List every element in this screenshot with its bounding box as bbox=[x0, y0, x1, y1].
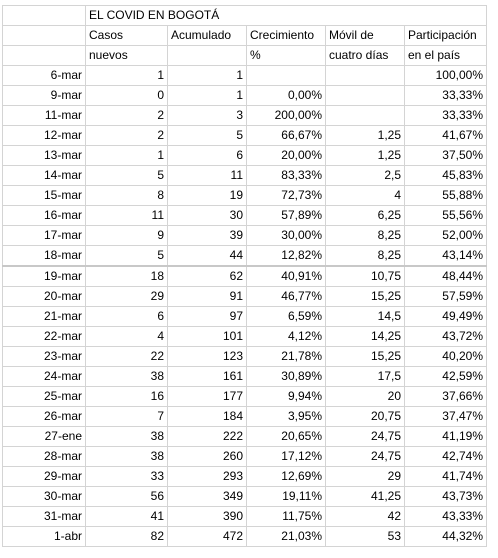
date-cell[interactable]: 23-mar bbox=[3, 347, 86, 367]
participacion-cell[interactable]: 43,33% bbox=[405, 507, 487, 527]
movil-cell[interactable]: 10,75 bbox=[326, 266, 405, 287]
participacion-cell[interactable]: 37,47% bbox=[405, 407, 487, 427]
movil-cell[interactable]: 17,5 bbox=[326, 367, 405, 387]
movil-cell[interactable]: 8,25 bbox=[326, 246, 405, 267]
header-acumulado-2[interactable] bbox=[168, 46, 247, 66]
participacion-cell[interactable]: 57,59% bbox=[405, 287, 487, 307]
sheet-title[interactable]: EL COVID EN BOGOTÁ bbox=[86, 6, 487, 26]
movil-cell[interactable]: 14,5 bbox=[326, 307, 405, 327]
casos-nuevos-cell[interactable]: 4 bbox=[86, 327, 168, 347]
acumulado-cell[interactable]: 390 bbox=[168, 507, 247, 527]
date-cell[interactable]: 18-mar bbox=[3, 246, 86, 267]
casos-nuevos-cell[interactable]: 5 bbox=[86, 246, 168, 267]
table-row bbox=[3, 206, 487, 226]
date-cell[interactable]: 6-mar bbox=[3, 66, 86, 86]
crecimiento-cell[interactable]: 19,11% bbox=[247, 487, 326, 507]
casos-nuevos-cell[interactable]: 29 bbox=[86, 287, 168, 307]
participacion-cell[interactable]: 55,88% bbox=[405, 186, 487, 206]
acumulado-cell[interactable]: 161 bbox=[168, 367, 247, 387]
acumulado-cell[interactable]: 62 bbox=[168, 266, 247, 287]
crecimiento-cell[interactable]: 9,94% bbox=[247, 387, 326, 407]
participacion-cell[interactable]: 42,74% bbox=[405, 447, 487, 467]
table-row bbox=[3, 367, 487, 387]
movil-cell[interactable] bbox=[326, 86, 405, 106]
crecimiento-cell[interactable]: 30,00% bbox=[247, 226, 326, 246]
participacion-cell[interactable]: 37,66% bbox=[405, 387, 487, 407]
table-row bbox=[3, 66, 487, 86]
crecimiento-cell[interactable]: 21,03% bbox=[247, 527, 326, 547]
table-row bbox=[3, 487, 487, 507]
movil-cell[interactable]: 15,25 bbox=[326, 347, 405, 367]
crecimiento-cell[interactable]: 20,65% bbox=[247, 427, 326, 447]
casos-nuevos-cell[interactable]: 2 bbox=[86, 106, 168, 126]
table-row bbox=[3, 327, 487, 347]
casos-nuevos-cell[interactable]: 8 bbox=[86, 186, 168, 206]
movil-cell[interactable]: 41,25 bbox=[326, 487, 405, 507]
table-row bbox=[3, 307, 487, 327]
empty-cell[interactable] bbox=[3, 6, 86, 26]
acumulado-cell[interactable]: 44 bbox=[168, 246, 247, 267]
header-acumulado[interactable]: Acumulado bbox=[168, 26, 247, 46]
casos-nuevos-cell[interactable]: 56 bbox=[86, 487, 168, 507]
empty-cell[interactable] bbox=[3, 26, 86, 46]
header-row-1 bbox=[3, 26, 487, 46]
casos-nuevos-cell[interactable]: 22 bbox=[86, 347, 168, 367]
header-percent[interactable]: % bbox=[247, 46, 326, 66]
date-cell[interactable]: 17-mar bbox=[3, 226, 86, 246]
date-cell[interactable]: 31-mar bbox=[3, 507, 86, 527]
table-row bbox=[3, 407, 487, 427]
crecimiento-cell[interactable]: 72,73% bbox=[247, 186, 326, 206]
date-cell[interactable]: 16-mar bbox=[3, 206, 86, 226]
movil-cell[interactable] bbox=[326, 106, 405, 126]
casos-nuevos-cell[interactable]: 9 bbox=[86, 226, 168, 246]
participacion-cell[interactable]: 43,72% bbox=[405, 327, 487, 347]
participacion-cell[interactable]: 55,56% bbox=[405, 206, 487, 226]
casos-nuevos-cell[interactable]: 5 bbox=[86, 166, 168, 186]
casos-nuevos-cell[interactable]: 33 bbox=[86, 467, 168, 487]
table-row bbox=[3, 347, 487, 367]
participacion-cell[interactable]: 52,00% bbox=[405, 226, 487, 246]
movil-cell[interactable]: 20 bbox=[326, 387, 405, 407]
table-row bbox=[3, 106, 487, 126]
crecimiento-cell[interactable]: 40,91% bbox=[247, 266, 326, 287]
participacion-cell[interactable]: 37,50% bbox=[405, 146, 487, 166]
date-cell[interactable]: 15-mar bbox=[3, 186, 86, 206]
table-row bbox=[3, 287, 487, 307]
crecimiento-cell[interactable]: 6,59% bbox=[247, 307, 326, 327]
participacion-cell[interactable]: 49,49% bbox=[405, 307, 487, 327]
table-row bbox=[3, 467, 487, 487]
participacion-cell[interactable]: 100,00% bbox=[405, 66, 487, 86]
movil-cell[interactable]: 14,25 bbox=[326, 327, 405, 347]
header-casos[interactable]: Casos bbox=[86, 26, 168, 46]
participacion-cell[interactable]: 44,32% bbox=[405, 527, 487, 547]
date-cell[interactable]: 9-mar bbox=[3, 86, 86, 106]
crecimiento-cell[interactable]: 12,69% bbox=[247, 467, 326, 487]
casos-nuevos-cell[interactable]: 0 bbox=[86, 86, 168, 106]
crecimiento-cell[interactable]: 17,12% bbox=[247, 447, 326, 467]
table-row bbox=[3, 246, 487, 267]
crecimiento-cell[interactable]: 4,12% bbox=[247, 327, 326, 347]
movil-cell[interactable]: 29 bbox=[326, 467, 405, 487]
header-en-el-pais[interactable]: en el país bbox=[405, 46, 487, 66]
crecimiento-cell[interactable]: 66,67% bbox=[247, 126, 326, 146]
casos-nuevos-cell[interactable]: 1 bbox=[86, 146, 168, 166]
participacion-cell[interactable]: 33,33% bbox=[405, 106, 487, 126]
participacion-cell[interactable]: 40,20% bbox=[405, 347, 487, 367]
acumulado-cell[interactable]: 349 bbox=[168, 487, 247, 507]
acumulado-cell[interactable]: 97 bbox=[168, 307, 247, 327]
casos-nuevos-cell[interactable]: 6 bbox=[86, 307, 168, 327]
participacion-cell[interactable]: 43,73% bbox=[405, 487, 487, 507]
movil-cell[interactable]: 42 bbox=[326, 507, 405, 527]
table-row bbox=[3, 427, 487, 447]
casos-nuevos-cell[interactable]: 38 bbox=[86, 447, 168, 467]
acumulado-cell[interactable]: 91 bbox=[168, 287, 247, 307]
movil-cell[interactable]: 15,25 bbox=[326, 287, 405, 307]
acumulado-cell[interactable]: 1 bbox=[168, 66, 247, 86]
movil-cell[interactable]: 2,5 bbox=[326, 166, 405, 186]
header-movil[interactable]: Móvil de bbox=[326, 26, 405, 46]
casos-nuevos-cell[interactable]: 38 bbox=[86, 367, 168, 387]
movil-cell[interactable]: 24,75 bbox=[326, 427, 405, 447]
table-row bbox=[3, 447, 487, 467]
date-cell[interactable]: 24-mar bbox=[3, 367, 86, 387]
header-cuatro-dias[interactable]: cuatro días bbox=[326, 46, 405, 66]
casos-nuevos-cell[interactable]: 2 bbox=[86, 126, 168, 146]
date-cell[interactable]: 28-mar bbox=[3, 447, 86, 467]
header-row-2 bbox=[3, 46, 487, 66]
crecimiento-cell[interactable]: 30,89% bbox=[247, 367, 326, 387]
acumulado-cell[interactable]: 1 bbox=[168, 86, 247, 106]
casos-nuevos-cell[interactable]: 1 bbox=[86, 66, 168, 86]
casos-nuevos-cell[interactable]: 18 bbox=[86, 266, 168, 287]
crecimiento-cell[interactable]: 46,77% bbox=[247, 287, 326, 307]
header-participacion[interactable]: Participación bbox=[405, 26, 487, 46]
date-cell[interactable]: 13-mar bbox=[3, 146, 86, 166]
acumulado-cell[interactable]: 5 bbox=[168, 126, 247, 146]
acumulado-cell[interactable]: 30 bbox=[168, 206, 247, 226]
casos-nuevos-cell[interactable]: 16 bbox=[86, 387, 168, 407]
date-cell[interactable]: 21-mar bbox=[3, 307, 86, 327]
acumulado-cell[interactable]: 123 bbox=[168, 347, 247, 367]
movil-cell[interactable]: 8,25 bbox=[326, 226, 405, 246]
crecimiento-cell[interactable]: 0,00% bbox=[247, 86, 326, 106]
acumulado-cell[interactable]: 101 bbox=[168, 327, 247, 347]
participacion-cell[interactable]: 43,14% bbox=[405, 246, 487, 267]
table-row bbox=[3, 166, 487, 186]
crecimiento-cell[interactable]: 11,75% bbox=[247, 507, 326, 527]
acumulado-cell[interactable]: 3 bbox=[168, 106, 247, 126]
table-row bbox=[3, 186, 487, 206]
table-row bbox=[3, 126, 487, 146]
movil-cell[interactable]: 4 bbox=[326, 186, 405, 206]
movil-cell[interactable]: 53 bbox=[326, 527, 405, 547]
participacion-cell[interactable]: 41,67% bbox=[405, 126, 487, 146]
table-row bbox=[3, 507, 487, 527]
table-row bbox=[3, 146, 487, 166]
acumulado-cell[interactable]: 472 bbox=[168, 527, 247, 547]
acumulado-cell[interactable]: 177 bbox=[168, 387, 247, 407]
crecimiento-cell[interactable]: 200,00% bbox=[247, 106, 326, 126]
spreadsheet-grid bbox=[2, 5, 487, 547]
crecimiento-cell[interactable] bbox=[247, 66, 326, 86]
date-cell[interactable]: 22-mar bbox=[3, 327, 86, 347]
header-nuevos[interactable]: nuevos bbox=[86, 46, 168, 66]
casos-nuevos-cell[interactable]: 11 bbox=[86, 206, 168, 226]
casos-nuevos-cell[interactable]: 41 bbox=[86, 507, 168, 527]
table-row bbox=[3, 86, 487, 106]
crecimiento-cell[interactable]: 21,78% bbox=[247, 347, 326, 367]
table-row bbox=[3, 527, 487, 547]
movil-cell[interactable]: 24,75 bbox=[326, 447, 405, 467]
participacion-cell[interactable]: 41,74% bbox=[405, 467, 487, 487]
table-row bbox=[3, 387, 487, 407]
date-cell[interactable]: 19-mar bbox=[3, 266, 86, 287]
acumulado-cell[interactable]: 6 bbox=[168, 146, 247, 166]
casos-nuevos-cell[interactable]: 38 bbox=[86, 427, 168, 447]
date-cell[interactable]: 12-mar bbox=[3, 126, 86, 146]
participacion-cell[interactable]: 41,19% bbox=[405, 427, 487, 447]
movil-cell[interactable]: 1,25 bbox=[326, 126, 405, 146]
movil-cell[interactable] bbox=[326, 66, 405, 86]
date-cell[interactable]: 30-mar bbox=[3, 487, 86, 507]
header-crecimiento[interactable]: Crecimiento bbox=[247, 26, 326, 46]
movil-cell[interactable]: 20,75 bbox=[326, 407, 405, 427]
date-cell[interactable]: 25-mar bbox=[3, 387, 86, 407]
casos-nuevos-cell[interactable]: 7 bbox=[86, 407, 168, 427]
date-cell[interactable]: 11-mar bbox=[3, 106, 86, 126]
movil-cell[interactable]: 6,25 bbox=[326, 206, 405, 226]
crecimiento-cell[interactable]: 83,33% bbox=[247, 166, 326, 186]
casos-nuevos-cell[interactable]: 82 bbox=[86, 527, 168, 547]
table-row bbox=[3, 266, 487, 287]
participacion-cell[interactable]: 33,33% bbox=[405, 86, 487, 106]
acumulado-cell[interactable]: 39 bbox=[168, 226, 247, 246]
date-cell[interactable]: 29-mar bbox=[3, 467, 86, 487]
acumulado-cell[interactable]: 222 bbox=[168, 427, 247, 447]
date-cell[interactable]: 14-mar bbox=[3, 166, 86, 186]
crecimiento-cell[interactable]: 12,82% bbox=[247, 246, 326, 267]
acumulado-cell[interactable]: 11 bbox=[168, 166, 247, 186]
participacion-cell[interactable]: 48,44% bbox=[405, 266, 487, 287]
date-cell[interactable]: 20-mar bbox=[3, 287, 86, 307]
acumulado-cell[interactable]: 184 bbox=[168, 407, 247, 427]
participacion-cell[interactable]: 45,83% bbox=[405, 166, 487, 186]
participacion-cell[interactable]: 42,59% bbox=[405, 367, 487, 387]
acumulado-cell[interactable]: 19 bbox=[168, 186, 247, 206]
title-row bbox=[3, 6, 487, 26]
date-cell[interactable]: 1-abr bbox=[3, 527, 86, 547]
date-cell[interactable]: 27-ene bbox=[3, 427, 86, 447]
table-row bbox=[3, 226, 487, 246]
acumulado-cell[interactable]: 260 bbox=[168, 447, 247, 467]
empty-cell[interactable] bbox=[3, 46, 86, 66]
date-cell[interactable]: 26-mar bbox=[3, 407, 86, 427]
crecimiento-cell[interactable]: 3,95% bbox=[247, 407, 326, 427]
sheet-body bbox=[3, 6, 487, 547]
movil-cell[interactable]: 1,25 bbox=[326, 146, 405, 166]
crecimiento-cell[interactable]: 20,00% bbox=[247, 146, 326, 166]
acumulado-cell[interactable]: 293 bbox=[168, 467, 247, 487]
crecimiento-cell[interactable]: 57,89% bbox=[247, 206, 326, 226]
